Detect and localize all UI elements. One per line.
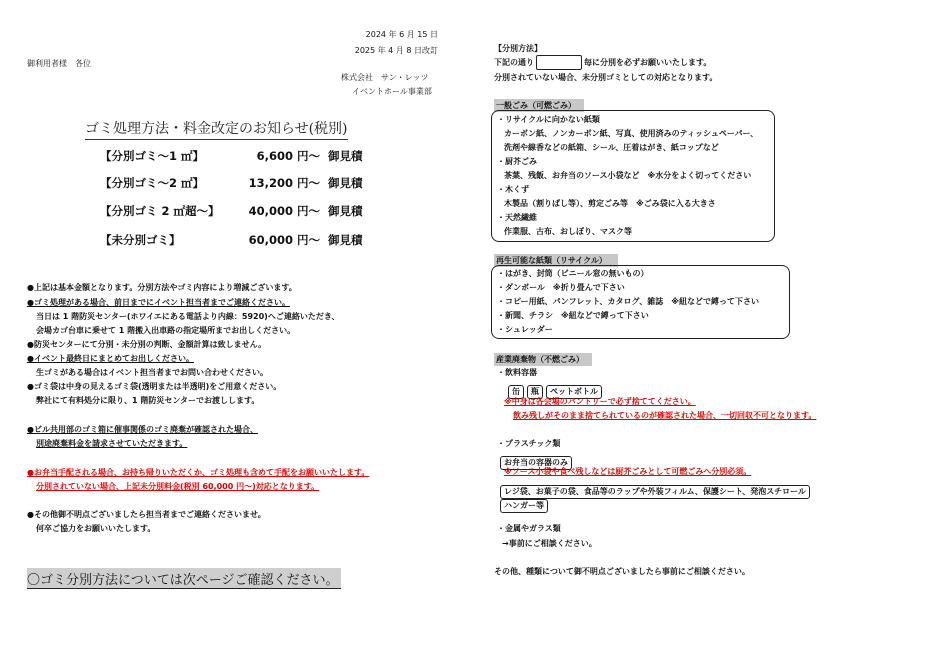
fee-row [100,175,414,191]
general-waste-heading: 一般ごみ（可燃ごみ） [494,99,584,112]
note-contact-deadline: ●ゴミ処理がある場合、前日までにイベント担当者までご連絡ください。 [27,298,290,307]
metal-glass-note: →事前にご相談ください。 [502,539,597,548]
industrial-heading: 産業廃棄物（不燃ごみ） [494,353,592,366]
list-item: 作業服、古布、おしぼり、マスク等 [504,227,632,236]
drink-note-1: ※中身は各会場のパントリーで必ず捨ててください。 [504,397,696,406]
next-page-notice: 〇ゴミ分別方法については次ページご確認ください。 [27,568,341,589]
tag-plastic-film: レジ袋、お菓子の袋、食品等のラップや外装フィルム、保護シート、発泡スチロール [500,485,810,499]
fee-row [100,203,414,219]
list-item: 木製品（割りばし等）、剪定ごみ等 ※ごみ袋に入る大きさ [504,199,716,208]
fee-unit: 御見積 [328,204,363,218]
list-item: ・リサイクルに向かない紙類 [497,115,600,124]
list-item: ・厨芥ごみ [497,157,537,166]
addressee: 御利用者様 各位 [27,59,91,68]
note-food-waste: 生ゴミがある場合はイベント担当者までお問い合わせください。 [36,368,268,377]
method-line-1b: 毎に分別を必ずお願いいたします。 [584,58,712,67]
method-heading: 【分別方法】 [494,44,542,53]
blank-field-box [536,55,582,70]
plastic-label: ・プラスチック類 [497,439,561,448]
fee-price: 60,000 円～ [248,233,320,247]
method-line-2: 分別されていない場合、未分別ゴミとしての対応となります。 [494,73,718,82]
method-line-1 [494,55,711,70]
method-line-1a: 下記の通り [494,58,534,67]
tag-hanger: ハンガー等 [500,499,548,513]
list-item: ・シュレッダー [497,325,553,334]
tag-bottle: 瓶 [527,385,543,399]
note-common-bins: ●ビル共用部のゴミ箱に催事関係のゴミ廃棄が確認された場合、 [27,425,258,434]
fee-price: 40,000 円～ [248,204,320,218]
fee-label: 【分別ゴミ～2 ㎡】 [100,176,205,190]
metal-glass-label: ・金属やガラス類 [497,524,561,533]
fee-label: 【未分別ゴミ】 [100,233,181,247]
fee-unit: 御見積 [328,149,363,163]
note-no-judgement: ●防災センターにて分別・未分別の判断、金額計算は致しません。 [27,340,267,349]
list-item: 洗剤や線香などの紙箱、シール、圧着はがき、紙コップなど [504,143,719,152]
fee-price: 13,200 円～ [248,176,320,190]
notice-title: ゴミ処理方法・料金改定のお知らせ(税別) [85,118,348,140]
note-bento: ●お弁当手配される場合、お持ち帰りいただくか、ゴミ処理も含めて手配をお願いいたします。 [27,468,370,477]
fee-price: 6,600 円～ [256,149,320,163]
drink-container-label: ・飲料容器 [497,368,537,377]
list-item: ・天然繊維 [497,213,537,222]
note-base-price: ●上記は基本金額となります。分別方法やゴミ内容により増減ございます。 [27,283,297,292]
list-item: ・木くず [497,185,529,194]
note-contact-detail: 当日は 1 階防災センター(ホワイエにある電話より内線：5920)へご連絡いただき、 [36,312,340,321]
recycle-heading: 再生可能な紙類（リサイクル） [494,254,618,267]
note-bags-detail: 弊社にて有料処分に限り、1 階防災センターでお渡しします。 [36,396,260,405]
fee-unit: 御見積 [328,176,363,190]
tag-can: 缶 [508,385,524,399]
list-item: ・新聞、チラシ ※紐などで縛って下さい [497,311,649,320]
fee-label: 【分別ゴミ～1 ㎡】 [100,149,205,163]
note-inquiries: ●その他御不明点ございましたら担当者までご連絡くださいませ。 [27,510,266,519]
note-unsorted-fee: 分別されていない場合、上記未分別料金(税別 60,000 円～)対応となります。 [36,482,320,491]
list-item: ・ダンボール ※折り畳んで下さい [497,283,625,292]
fee-row [100,148,414,164]
note-cooperation: 何卒ご協力をお願いいたします。 [36,524,156,533]
issue-date: 2024 年 6 月 15 日 [365,30,438,39]
tag-bento-container: お弁当の容器のみ [500,456,572,470]
plastic-note: ※ソース小袋や食べ残しなどは厨芥ごみとして可燃ごみへ分別必須。 [504,467,752,476]
list-item: カーボン紙、ノンカーボン紙、写真、使用済みのティッシュペーパー、 [504,129,759,138]
revision-date: 2025 年 4 月 8 日改訂 [354,46,438,55]
fee-unit: 御見積 [328,233,363,247]
drink-note-2: 飲み残しがそのまま捨てられているのが確認された場合、一切回収不可となります。 [513,411,817,420]
note-extra-charge: 別途廃棄料金を請求させていただきます。 [36,439,188,448]
list-item: 茶葉、残飯、お弁当のソース小袋など ※水分をよく切ってください [504,171,752,180]
fee-label: 【分別ゴミ 2 ㎡超～】 [100,204,220,218]
fee-row [100,232,414,248]
plastic-tag-row-3 [500,493,551,513]
company-name: 株式会社 サン・レッツ [341,73,429,82]
list-item: ・はがき、封筒（ビニール窓の無いもの） [497,269,649,278]
note-bags: ●ゴミ袋は中身の見えるゴミ袋(透明または半透明)をご用意ください。 [27,382,282,391]
note-final-day: ●イベント最終日にまとめてお出しください。 [27,354,194,363]
list-item: ・コピー用紙、パンフレット、カタログ、雑誌 ※紐などで縛って下さい [497,297,760,306]
note-dropoff-location: 会場カゴ台車に乗せて 1 階搬入出車路の指定場所までお出しください。 [36,326,296,335]
department-name: イベントホール事業部 [352,87,432,96]
footer-note: その他、種類について御不明点ございましたら事前にご相談ください。 [494,567,750,576]
tag-pet-bottle: ペットボトル [546,385,602,399]
